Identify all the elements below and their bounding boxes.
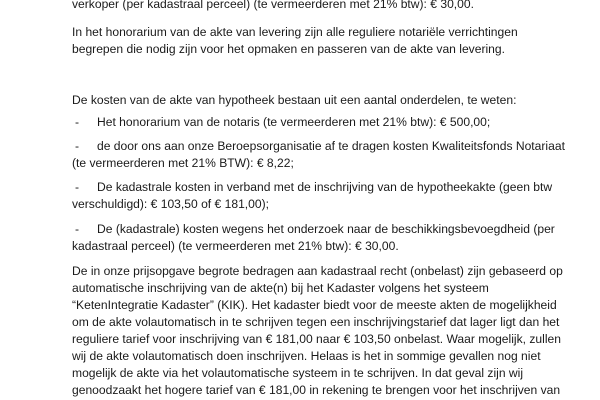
text-line: mogelijk de akte via het volautomatische systeem in te schrijven. In dat geval zijn wij bbox=[72, 366, 524, 380]
text-line: (te vermeerderen met 21% BTW): € 8,22; bbox=[72, 156, 294, 170]
text-line: begrepen die nodig zijn voor het opmaken en passeren van de akte van levering. bbox=[72, 42, 505, 56]
text-line: om de akte volautomatisch in te schrijven tegen een inschrijvingstarief dat lager ligt dan het bbox=[72, 315, 560, 329]
text-line: genoodzaakt het hogere tarief van € 181,00 in rekening te brengen voor het inschrijven van bbox=[72, 383, 561, 397]
bullet-marker: - bbox=[75, 180, 80, 194]
text-line: “KetenIntegratie Kadaster” (KIK). Het kadaster biedt voor de meeste akten de mogelijkheid bbox=[72, 298, 557, 312]
text-line: De kadastrale kosten in verband met de inschrijving van de hypotheekakte (geen btw bbox=[97, 180, 553, 194]
text-line: verschuldigd): € 103,50 of € 181,00); bbox=[72, 197, 269, 211]
text-line: De kosten van de akte van hypotheek bestaan uit een aantal onderdelen, te weten: bbox=[72, 93, 517, 107]
bullet-marker: - bbox=[75, 222, 80, 236]
text-line: In het honorarium van de akte van levering zijn alle reguliere notariële verrichtingen bbox=[72, 25, 518, 39]
text-line: Het honorarium van de notaris (te vermeerderen met 21% btw): € 500,00; bbox=[97, 115, 491, 129]
text-line: automatische inschrijving van de akte(n) bij het Kadaster volgens het systeem bbox=[72, 281, 489, 295]
text-line: wij de akte volautomatisch doen inschrijven. Helaas is het in sommige gevallen nog niet bbox=[72, 349, 541, 363]
text-line: de door ons aan onze Beroepsorganisatie af te dragen kosten Kwaliteitsfonds Notariaat bbox=[97, 139, 565, 153]
bullet-marker: - bbox=[75, 115, 80, 129]
text-line: kadastraal perceel) (te vermeerderen met 21% btw): € 30,00. bbox=[72, 239, 399, 253]
text-line: reguliere tarief voor inschrijving van € 181,00 naar € 103,50 onbelast. Waar mogelijk, zullen bbox=[72, 332, 561, 346]
text-line: De in onze prijsopgave begrote bedragen aan kadastraal recht (onbelast) zijn gebaseerd op bbox=[72, 264, 563, 278]
bullet-marker: - bbox=[75, 139, 80, 153]
text-line: verkoper (per kadastraal perceel) (te vermeerderen met 21% btw): € 30,00. bbox=[72, 0, 474, 11]
text-line: De (kadastrale) kosten wegens het onderzoek naar de beschikkingsbevoegdheid (per bbox=[97, 222, 555, 236]
